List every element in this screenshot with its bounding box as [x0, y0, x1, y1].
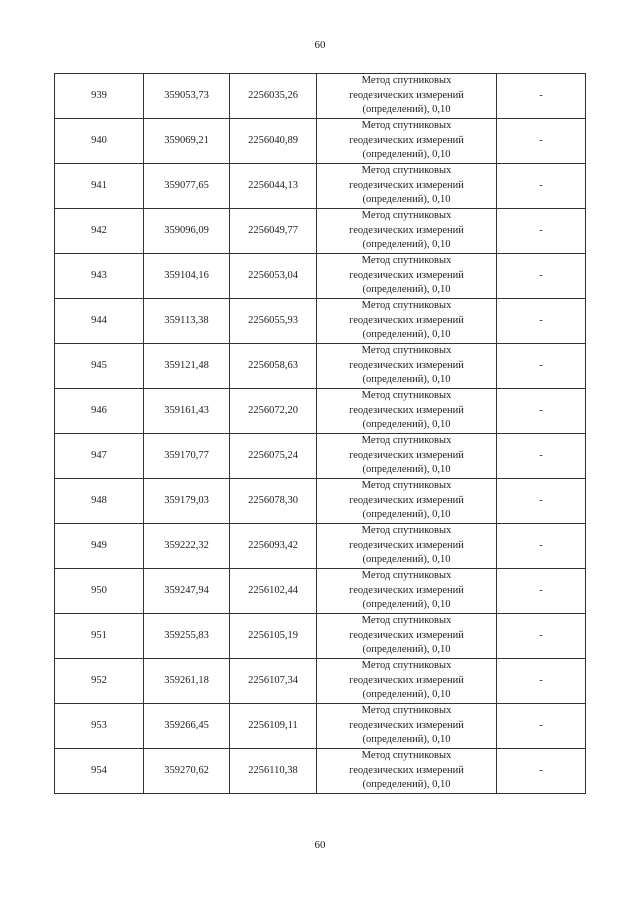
- point-number-cell: 951: [55, 614, 144, 659]
- table-row: [55, 254, 586, 299]
- method-text: Метод спутниковых геодезических измерений (определений), 0,10: [349, 525, 464, 566]
- point-number-cell: 943: [55, 254, 144, 299]
- table-row: [55, 524, 586, 569]
- x-coordinate-cell: 359053,73: [144, 74, 230, 119]
- coordinates-table-body: [55, 74, 586, 794]
- x-coordinate-cell: 359222,32: [144, 524, 230, 569]
- method-text: Метод спутниковых геодезических измерений (определений), 0,10: [349, 660, 464, 701]
- point-number-cell: 945: [55, 344, 144, 389]
- table-row: [55, 704, 586, 749]
- method-cell: [317, 524, 497, 569]
- method-cell: [317, 749, 497, 794]
- point-number-cell: 950: [55, 569, 144, 614]
- x-coordinate-cell: 359096,09: [144, 209, 230, 254]
- point-number-cell: 947: [55, 434, 144, 479]
- method-text: Метод спутниковых геодезических измерений (определений), 0,10: [349, 120, 464, 161]
- page-number-top: 60: [314, 39, 326, 51]
- table-row: [55, 659, 586, 704]
- y-coordinate-cell: 2256107,34: [230, 659, 317, 704]
- method-text: Метод спутниковых геодезических измерений (определений), 0,10: [349, 390, 464, 431]
- method-cell: [317, 434, 497, 479]
- method-cell: [317, 119, 497, 164]
- method-cell: [317, 569, 497, 614]
- table-row: [55, 569, 586, 614]
- x-coordinate-cell: 359121,48: [144, 344, 230, 389]
- y-coordinate-cell: 2256102,44: [230, 569, 317, 614]
- x-coordinate-cell: 359270,62: [144, 749, 230, 794]
- description-cell: -: [497, 209, 586, 254]
- y-coordinate-cell: 2256049,77: [230, 209, 317, 254]
- y-coordinate-cell: 2256044,13: [230, 164, 317, 209]
- x-coordinate-cell: 359113,38: [144, 299, 230, 344]
- description-cell: -: [497, 704, 586, 749]
- y-coordinate-cell: 2256078,30: [230, 479, 317, 524]
- point-number-cell: 946: [55, 389, 144, 434]
- method-text: Метод спутниковых геодезических измерений (определений), 0,10: [349, 570, 464, 611]
- page-number-bottom: 60: [314, 839, 326, 851]
- table-row: [55, 749, 586, 794]
- y-coordinate-cell: 2256055,93: [230, 299, 317, 344]
- table-row: [55, 74, 586, 119]
- table-row: [55, 119, 586, 164]
- x-coordinate-cell: 359069,21: [144, 119, 230, 164]
- method-text: Метод спутниковых геодезических измерений (определений), 0,10: [349, 300, 464, 341]
- table-row: [55, 209, 586, 254]
- table-row: [55, 344, 586, 389]
- point-number-cell: 953: [55, 704, 144, 749]
- method-cell: [317, 659, 497, 704]
- x-coordinate-cell: 359104,16: [144, 254, 230, 299]
- description-cell: -: [497, 74, 586, 119]
- y-coordinate-cell: 2256093,42: [230, 524, 317, 569]
- y-coordinate-cell: 2256075,24: [230, 434, 317, 479]
- method-cell: [317, 614, 497, 659]
- description-cell: -: [497, 749, 586, 794]
- method-text: Метод спутниковых геодезических измерений (определений), 0,10: [349, 210, 464, 251]
- x-coordinate-cell: 359170,77: [144, 434, 230, 479]
- table-row: [55, 614, 586, 659]
- table-row: [55, 434, 586, 479]
- method-cell: [317, 704, 497, 749]
- description-cell: -: [497, 344, 586, 389]
- table-row: [55, 299, 586, 344]
- x-coordinate-cell: 359261,18: [144, 659, 230, 704]
- y-coordinate-cell: 2256072,20: [230, 389, 317, 434]
- method-text: Метод спутниковых геодезических измерений (определений), 0,10: [349, 255, 464, 296]
- point-number-cell: 939: [55, 74, 144, 119]
- method-text: Метод спутниковых геодезических измерений (определений), 0,10: [349, 750, 464, 791]
- description-cell: -: [497, 659, 586, 704]
- method-text: Метод спутниковых геодезических измерений (определений), 0,10: [349, 705, 464, 746]
- point-number-cell: 940: [55, 119, 144, 164]
- method-cell: [317, 164, 497, 209]
- description-cell: -: [497, 524, 586, 569]
- table-row: [55, 389, 586, 434]
- method-text: Метод спутниковых геодезических измерений (определений), 0,10: [349, 615, 464, 656]
- method-cell: [317, 254, 497, 299]
- y-coordinate-cell: 2256053,04: [230, 254, 317, 299]
- description-cell: -: [497, 569, 586, 614]
- description-cell: -: [497, 119, 586, 164]
- description-cell: -: [497, 614, 586, 659]
- method-cell: [317, 209, 497, 254]
- description-cell: -: [497, 254, 586, 299]
- description-cell: -: [497, 434, 586, 479]
- y-coordinate-cell: 2256110,38: [230, 749, 317, 794]
- point-number-cell: 942: [55, 209, 144, 254]
- x-coordinate-cell: 359179,03: [144, 479, 230, 524]
- description-cell: -: [497, 389, 586, 434]
- method-text: Метод спутниковых геодезических измерений (определений), 0,10: [349, 75, 464, 116]
- point-number-cell: 949: [55, 524, 144, 569]
- method-text: Метод спутниковых геодезических измерений (определений), 0,10: [349, 165, 464, 206]
- x-coordinate-cell: 359266,45: [144, 704, 230, 749]
- point-number-cell: 952: [55, 659, 144, 704]
- y-coordinate-cell: 2256105,19: [230, 614, 317, 659]
- method-text: Метод спутниковых геодезических измерений (определений), 0,10: [349, 345, 464, 386]
- method-text: Метод спутниковых геодезических измерений (определений), 0,10: [349, 480, 464, 521]
- table-row: [55, 164, 586, 209]
- point-number-cell: 944: [55, 299, 144, 344]
- description-cell: -: [497, 479, 586, 524]
- description-cell: -: [497, 164, 586, 209]
- point-number-cell: 954: [55, 749, 144, 794]
- y-coordinate-cell: 2256040,89: [230, 119, 317, 164]
- x-coordinate-cell: 359161,43: [144, 389, 230, 434]
- method-cell: [317, 389, 497, 434]
- point-number-cell: 941: [55, 164, 144, 209]
- coordinates-table: [54, 73, 586, 794]
- x-coordinate-cell: 359077,65: [144, 164, 230, 209]
- x-coordinate-cell: 359247,94: [144, 569, 230, 614]
- point-number-cell: 948: [55, 479, 144, 524]
- method-cell: [317, 74, 497, 119]
- method-cell: [317, 344, 497, 389]
- method-cell: [317, 299, 497, 344]
- x-coordinate-cell: 359255,83: [144, 614, 230, 659]
- y-coordinate-cell: 2256109,11: [230, 704, 317, 749]
- method-cell: [317, 479, 497, 524]
- method-text: Метод спутниковых геодезических измерений (определений), 0,10: [349, 435, 464, 476]
- y-coordinate-cell: 2256035,26: [230, 74, 317, 119]
- table-row: [55, 479, 586, 524]
- y-coordinate-cell: 2256058,63: [230, 344, 317, 389]
- description-cell: -: [497, 299, 586, 344]
